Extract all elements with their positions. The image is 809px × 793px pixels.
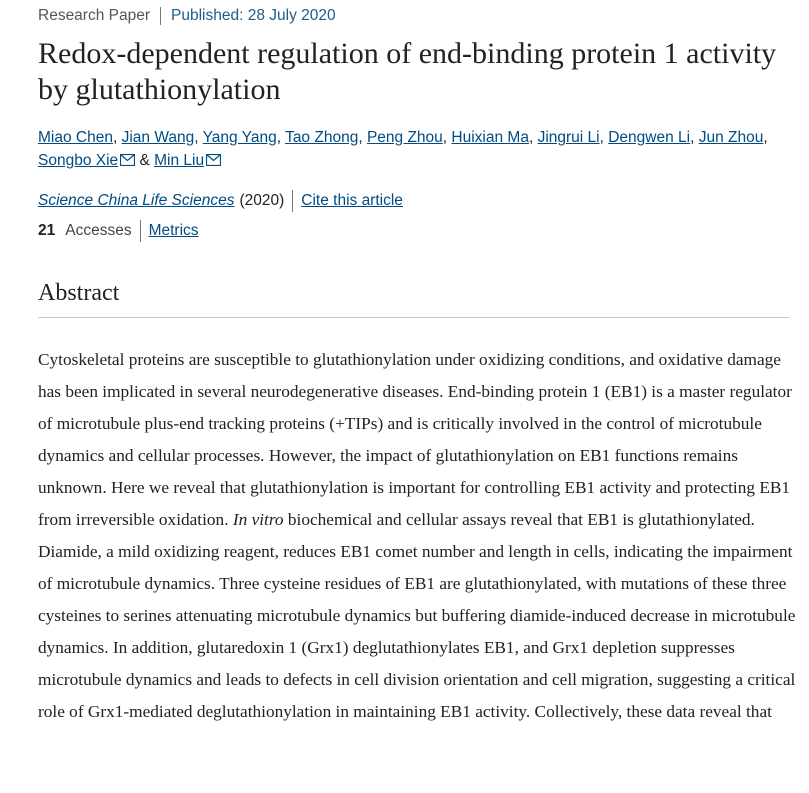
journal-year: (2020) (239, 192, 285, 209)
abstract-body (38, 344, 798, 728)
author-link[interactable]: Tao Zhong (285, 129, 359, 146)
published-date: Published: 28 July 2020 (171, 7, 336, 24)
author-link[interactable]: Dengwen Li (608, 129, 691, 146)
author-link[interactable]: Miao Chen (38, 129, 113, 146)
author-link[interactable]: Huixian Ma (451, 129, 529, 146)
abstract-part2: biochemical and cellular assays reveal that EB1 is glutathionylated. Diamide, a mild oxidizing reagent, reduces EB1 comet number and length in cells, indicating the impairment of microtubule dynamics. Three cysteine residues of EB1 are glutathionylated, with mutations of these three cysteines to serines attenuating microtubule dynamics but buffering diamide-induced decrease in microtubule dynamics. In addition, glutaredoxin 1 (Grx1) deglutathionylates EB1, and Grx1 depletion suppresses microtubule dynamics and leads to defects in cell division orientation and cell migration, suggesting a critical role of Grx1-mediated deglutathionylation in maintaining EB1 activity. Collectively, these data reveal that (38, 510, 796, 721)
author-link[interactable]: Songbo Xie (38, 152, 119, 169)
author-link[interactable]: Jingrui Li (537, 129, 600, 146)
metrics-link[interactable]: Metrics (148, 222, 199, 239)
author-link[interactable]: Min Liu (154, 152, 205, 169)
mail-icon[interactable] (120, 154, 135, 166)
abstract-italic: In vitro (232, 510, 284, 529)
abstract-part1: Cytoskeletal proteins are susceptible to glutathionylation under oxidizing conditions, and oxidative damage has been implicated in several neurodegenerative diseases. End-binding protein 1 (EB1) is a master regulator of microtubule plus-end tracking proteins (+TIPs) and is critically involved in the control of microtubule dynamics and cellular processes. However, the impact of glutathionylation on EB1 functions remains unknown. Here we reveal that glutathionylation is important for controlling EB1 activity and protecting EB1 from irreversible oxidation. (38, 350, 792, 529)
author-joiner: & (139, 152, 150, 169)
metrics-line (38, 220, 199, 242)
article-type: Research Paper (38, 7, 151, 24)
author-link[interactable]: Jun Zhou (698, 129, 764, 146)
divider (140, 220, 141, 242)
article-meta (38, 7, 336, 25)
article-title: Redox-dependent regulation of end-binding protein 1 activity by glutathionylation (38, 37, 777, 106)
author-list: Miao Chen, Jian Wang, Yang Yang, Tao Zhong, Peng Zhou, Huixian Ma, Jingrui Li, Dengwen Li, Jun Zhou, Songbo Xie & Min Liu (38, 129, 768, 169)
journal-line (38, 190, 403, 212)
author-link[interactable]: Yang Yang (202, 129, 277, 146)
divider (292, 190, 293, 212)
accesses-count: 21 (38, 222, 56, 239)
cite-article-link[interactable]: Cite this article (301, 192, 403, 209)
author-link[interactable]: Peng Zhou (366, 129, 443, 146)
section-divider (38, 317, 789, 318)
abstract-heading: Abstract (38, 280, 120, 306)
journal-link[interactable]: Science China Life Sciences (38, 192, 235, 209)
mail-icon[interactable] (206, 154, 221, 166)
divider (160, 7, 161, 25)
author-link[interactable]: Jian Wang (121, 129, 195, 146)
accesses-label: Accesses (65, 222, 132, 239)
